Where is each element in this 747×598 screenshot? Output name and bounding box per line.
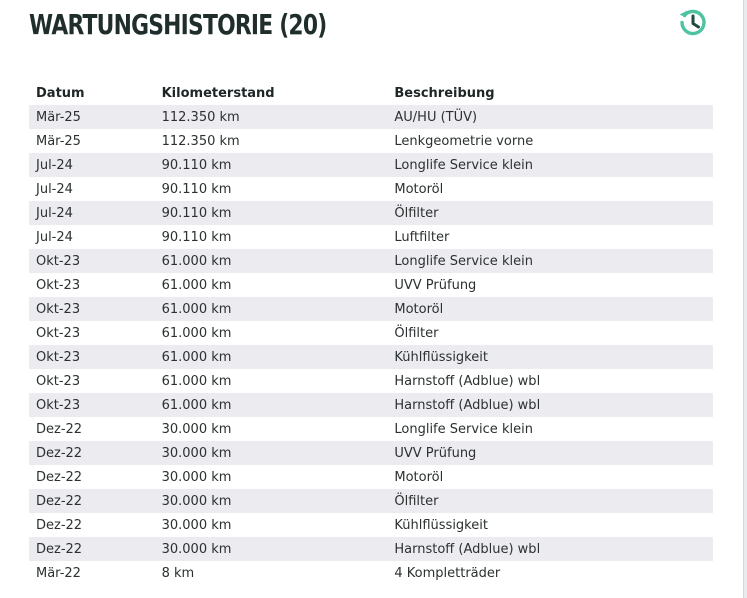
cell-mileage: 112.350 km [155,129,388,153]
cell-description: UVV Prüfung [387,441,713,465]
cell-description: 4 Kompletträder [387,561,713,585]
history-clock-icon[interactable] [676,5,710,39]
table-row [29,273,713,297]
cell-date: Dez-22 [29,465,155,489]
cell-mileage: 8 km [155,561,388,585]
cell-description: Longlife Service klein [387,153,713,177]
cell-date: Mär-25 [29,105,155,129]
table-row [29,417,713,441]
table-row [29,297,713,321]
cell-mileage: 30.000 km [155,489,388,513]
cell-date: Dez-22 [29,513,155,537]
cell-description: Kühlflüssigkeit [387,345,713,369]
table-row [29,393,713,417]
cell-date: Dez-22 [29,441,155,465]
cell-date: Okt-23 [29,345,155,369]
table-row [29,225,713,249]
cell-description: Luftfilter [387,225,713,249]
table-row [29,441,713,465]
cell-description: Motoröl [387,465,713,489]
cell-date: Jul-24 [29,153,155,177]
cell-date: Jul-24 [29,225,155,249]
table-row [29,249,713,273]
cell-mileage: 30.000 km [155,441,388,465]
table-row [29,345,713,369]
maintenance-table [29,81,713,585]
table-row [29,129,713,153]
table-row [29,369,713,393]
cell-mileage: 90.110 km [155,177,388,201]
cell-description: Ölfilter [387,321,713,345]
cell-date: Mär-25 [29,129,155,153]
column-header-description[interactable]: Beschreibung [394,85,495,101]
cell-date: Okt-23 [29,249,155,273]
cell-mileage: 30.000 km [155,417,388,441]
cell-description: Lenkgeometrie vorne [387,129,713,153]
page-title: WARTUNGSHISTORIE (20) [29,8,327,41]
cell-mileage: 61.000 km [155,297,388,321]
cell-description: Motoröl [387,297,713,321]
cell-mileage: 90.110 km [155,225,388,249]
table-row [29,465,713,489]
cell-date: Jul-24 [29,177,155,201]
cell-date: Jul-24 [29,201,155,225]
cell-description: Motoröl [387,177,713,201]
cell-date: Dez-22 [29,537,155,561]
table-row [29,561,713,585]
cell-date: Mär-22 [29,561,155,585]
cell-description: Ölfilter [387,201,713,225]
cell-mileage: 61.000 km [155,249,388,273]
cell-mileage: 30.000 km [155,513,388,537]
cell-date: Okt-23 [29,273,155,297]
cell-date: Okt-23 [29,321,155,345]
cell-mileage: 61.000 km [155,369,388,393]
cell-mileage: 61.000 km [155,393,388,417]
table-row [29,177,713,201]
table-row [29,201,713,225]
cell-mileage: 61.000 km [155,321,388,345]
table-row [29,153,713,177]
cell-description: Longlife Service klein [387,417,713,441]
table-row [29,489,713,513]
table-header-row [29,81,713,105]
cell-description: AU/HU (TÜV) [387,105,713,129]
cell-description: Harnstoff (Adblue) wbl [387,393,713,417]
cell-date: Dez-22 [29,489,155,513]
cell-date: Okt-23 [29,393,155,417]
cell-date: Okt-23 [29,369,155,393]
cell-description: Kühlflüssigkeit [387,513,713,537]
cell-description: UVV Prüfung [387,273,713,297]
cell-description: Ölfilter [387,489,713,513]
cell-mileage: 30.000 km [155,465,388,489]
cell-date: Okt-23 [29,297,155,321]
cell-mileage: 90.110 km [155,153,388,177]
cell-description: Harnstoff (Adblue) wbl [387,537,713,561]
cell-description: Longlife Service klein [387,249,713,273]
cell-description: Harnstoff (Adblue) wbl [387,369,713,393]
cell-mileage: 61.000 km [155,273,388,297]
cell-mileage: 61.000 km [155,345,388,369]
cell-mileage: 112.350 km [155,105,388,129]
column-header-date[interactable]: Datum [36,85,85,101]
cell-mileage: 30.000 km [155,537,388,561]
column-header-mileage[interactable]: Kilometerstand [161,85,275,101]
cell-date: Dez-22 [29,417,155,441]
table-row [29,537,713,561]
table-row [29,321,713,345]
cell-mileage: 90.110 km [155,201,388,225]
table-row [29,513,713,537]
table-row [29,105,713,129]
